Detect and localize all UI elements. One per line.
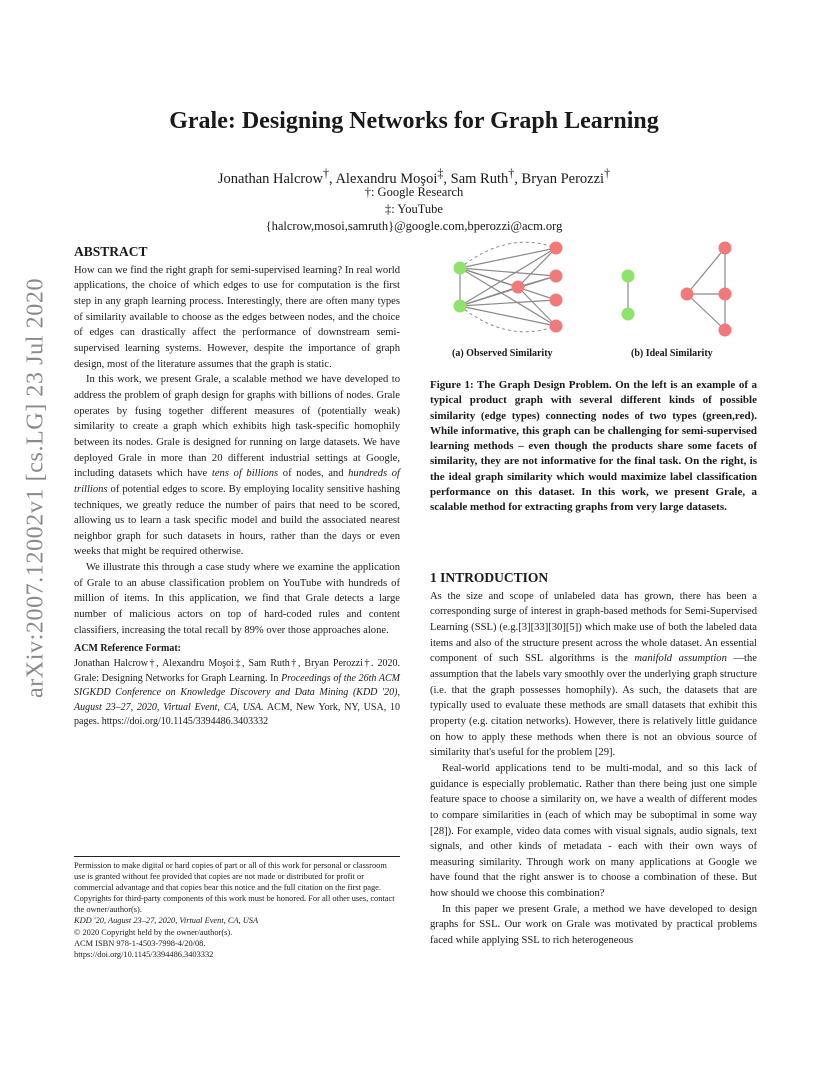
copyright-line: © 2020 Copyright held by the owner/author(s). [74,927,233,937]
green-node [454,262,467,275]
affiliation-mark: † [508,166,515,180]
edge [460,306,556,326]
edge [687,294,725,330]
subfigure-caption-b: (b) Ideal Similarity [631,348,713,359]
intro-paragraph: As the size and scope of unlabeled data has grown, there has been a corresponding surge of interest in graph-based methods for Semi-Supervised Learning (SSL) (e.g.[3][33][30][5]) which make use of both the labeled data items and also of the structure present across the whole dataset. An essential component of such SSL algorithms is the manifold assumption —the assumption that the labels vary smoothly over the underlying graph structure (i.e. that the graph possesses homophily). As such, the datasets that are typically used to evaluate these methods are small datasets that exhibit this property (e.g. citation networks). However, there is relatively little guidance on how to apply these methods when there is not an obvious source of similarity that's useful for the problem [29]. [430,590,757,759]
green-node [622,270,635,283]
figure-graph-illustration [428,236,758,366]
affiliation-mark: ‡ [437,166,444,180]
paper-title: Grale: Designing Networks for Graph Learning [169,108,659,134]
author-list: Jonathan Halcrow†, Alexandru Moşoi‡, Sam Ruth†, Bryan Perozzi† [217,166,611,187]
conference-line: KDD '20, August 23–27, 2020, Virtual Event, CA, USA [74,916,259,926]
observed-similarity-graph [454,242,563,333]
abstract-paragraph: How can we find the right graph for semi-supervised learning? In real world applications, the choice of which edges to use for computation is the first step in any graph learning process. Interestingly, there are often many types of similarity available to choose as the edges between nodes, and the choice of edges can drastically affect the performance of downstream semi-supervised learning systems. However, despite the importance of graph design, most of the literature assumes that the graph is static. [74,264,400,370]
introduction-heading: 1 INTRODUCTION [430,570,549,585]
figure-caption [430,378,757,516]
edge [460,268,556,276]
acm-reference-text: Jonathan Halcrow†, Alexandru Moşoi‡, Sam Ruth†, Bryan Perozzi†. 2020. Grale: Designing Networks for Graph Learning. In Proceedings of the 26th ACM SIGKDD Conference on Knowledge Discovery and Data Mining (KDD '20), August 23–27, 2020, Virtual Event, CA, USA. ACM, New York, NY, USA, 10 pages. https://doi.org/10.1145/3394486.3403332 [74,658,401,728]
edge [687,248,725,294]
red-node [719,288,732,301]
doi-line: https://doi.org/10.1145/3394486.3403332 [74,949,214,959]
affiliation-google: †: Google Research [364,185,464,199]
arxiv-stamp [14,277,58,699]
isbn-line: ACM ISBN 978-1-4503-7998-4/20/08. [74,938,206,948]
green-node [622,308,635,321]
permission-text: Permission to make digital or hard copies of part or all of this work for personal or classroom use is granted without fee provided that copies are not made or distributed for profit or commercial advantage and that copies bear this notice and the full citation on the first page. Copyrights for third-party components of this work must be honored. For all other uses, contact the owner/author(s). [74,861,395,915]
affiliation-youtube: ‡: YouTube [385,202,443,216]
figure-caption-text: Figure 1: The Graph Design Problem. On the left is an example of a typical product graph with several different kinds of possible similarity (edge types) connecting nodes of two types (green,red). While informative, this graph can be challenging for semi-supervised learning methods – even though the products share some facets of similarity, they are not informative for the final task. On the right, is the ideal graph similarity which would maximize label classification performance on this dataset. In this work, we present Grale, a scalable method for extracting graphs from very large datasets. [430,379,757,514]
subfigure-caption-a: (a) Observed Similarity [452,348,553,359]
author-name: Jonathan Halcrow [217,170,323,187]
red-node [681,288,694,301]
red-node [550,294,563,307]
affiliation-mark: † [604,166,611,180]
author-name: Alexandru Moşoi [335,170,438,187]
intro-paragraph: In this paper we present Grale, a method we have developed to design graphs for SSL. Our work on Grale was motivated by practical problems faced while applying SSL to rich heterogeneous [430,903,757,947]
dashed-edge [460,242,556,268]
intro-paragraph: Real-world applications tend to be multi-modal, and so this lack of guidance is especially problematic. Rather than there being just one simple feature space to choose a similarity on, we have a wealth of different modes to compare similarities in (each of which may be suboptimal in some way [28]). For example, video data comes with visual signals, audio signals, text signals, and other kinds of metadata - each with their own ways of measuring similarity. Through work on many applications at Google we have found that the right answer is to choose a combination of these. But how should we choose this combination? [430,762,757,900]
dashed-edge [460,306,556,332]
red-node [719,324,732,337]
edge [460,248,556,268]
red-node [550,242,563,255]
red-node [550,270,563,283]
left-column [74,244,400,730]
author-name: Bryan Perozzi [521,170,605,187]
permission-notice [74,856,400,960]
author-emails: {halcrow,mosoi,samruth}@google.com,bperozzi@acm.org [265,219,563,233]
arxiv-stamp-text: arXiv:2007.12002v1 [cs.LG] 23 Jul 2020 [22,277,49,699]
green-node [454,300,467,313]
author-name: Sam Ruth [450,170,509,187]
abstract-paragraph: We illustrate this through a case study where we examine the application of Grale to an abuse classification problem on YouTube with hundreds of million of items. In this application, we find that Grale detects a large number of malicious actors on top of hard-coded rules and content classifiers, increasing the total recall by 89% over those approaches alone. [74,562,400,636]
right-column [430,570,757,949]
red-node [719,242,732,255]
affiliation-mark: † [322,166,329,180]
acm-reference-heading: ACM Reference Format: [74,643,181,655]
ideal-similarity-graph [622,242,732,337]
red-node [512,281,525,294]
abstract-paragraph: In this work, we present Grale, a scalable method we have developed to address the problem of graph design for graphs with billions of nodes. Grale operates by fusing together different measures of (potentially weak) similarity to create a graph which exhibits high task-specific homophily between its nodes. Grale is designed for running on large datasets. We have deployed Grale in more than 20 different industrial settings at Google, including datasets which have tens of billions of nodes, and hundreds of trillions of potential edges to score. By employing locality sensitive hashing techniques, we greatly reduce the number of pairs that need to be scored, allowing us to learn a task specific model and build the associated nearest neighbor graph for such datasets in hours, rather than the days or even weeks that might be required otherwise. [74,374,400,558]
abstract-heading: ABSTRACT [74,244,148,259]
red-node [550,320,563,333]
